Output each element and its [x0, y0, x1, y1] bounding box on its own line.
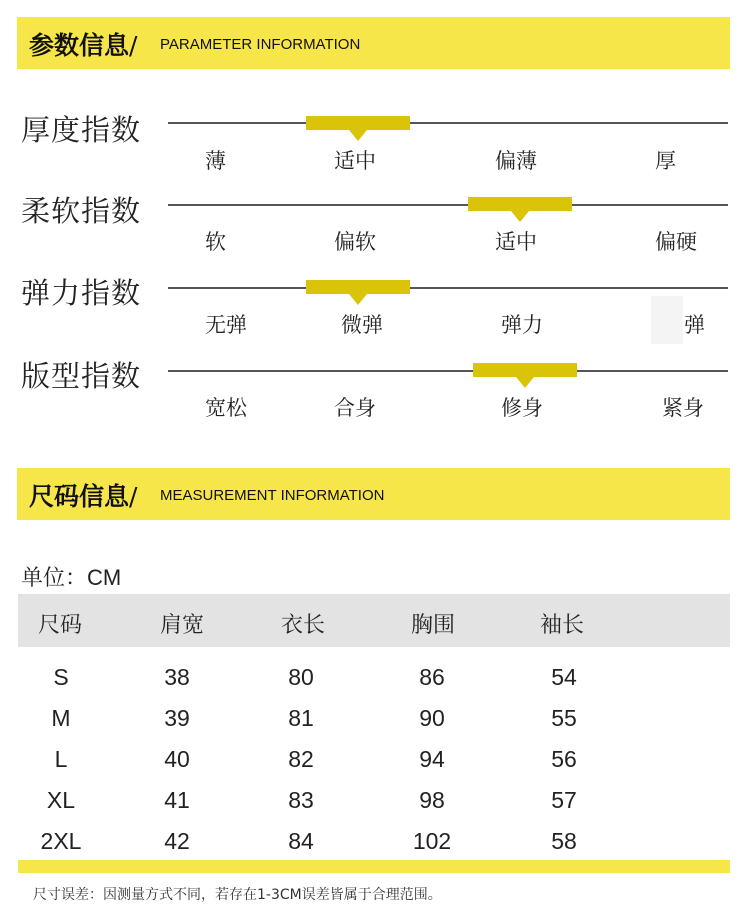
size-cell: S	[53, 664, 69, 690]
column-header: 衣长	[281, 613, 326, 638]
shoulder-cell: 38	[164, 664, 190, 690]
fit-scale-line	[168, 370, 728, 372]
thickness-option: 厚	[655, 149, 676, 173]
thickness-option: 适中	[334, 149, 376, 173]
elasticity-label: 弹力指数	[21, 276, 142, 310]
length-cell: 82	[288, 746, 314, 772]
sleeve-cell: 56	[551, 746, 577, 772]
chest-cell: 102	[412, 828, 452, 854]
elasticity-option: 弹	[684, 313, 705, 337]
shoulder-cell: 42	[164, 828, 190, 854]
size-cell: 2XL	[40, 828, 82, 854]
elasticity-scale-line	[168, 287, 728, 289]
marker-pointer	[516, 377, 534, 388]
marker-pointer	[349, 130, 367, 141]
column-header: 肩宽	[160, 613, 205, 638]
length-cell: 84	[288, 828, 314, 854]
size-cell: M	[51, 705, 71, 731]
fit-option: 紧身	[662, 396, 704, 420]
fit-option: 合身	[334, 396, 376, 420]
elasticity-option: 微弹	[341, 313, 383, 337]
shoulder-cell: 39	[164, 705, 190, 731]
softness-marker	[468, 197, 572, 211]
length-cell: 81	[288, 705, 314, 731]
measurement-note: 尺寸误差：因测量方式不同，若存在1-3CM误差皆属于合理范围。	[33, 887, 442, 903]
length-cell: 83	[288, 787, 314, 813]
softness-label: 柔软指数	[21, 194, 142, 228]
elasticity-marker	[306, 280, 410, 294]
fit-label: 版型指数	[21, 359, 142, 393]
softness-option: 偏软	[334, 230, 376, 254]
column-header: 袖长	[540, 613, 585, 638]
softness-option: 软	[205, 230, 226, 254]
table-header-row	[18, 594, 730, 647]
sleeve-cell: 55	[551, 705, 577, 731]
table-footer-bar	[18, 860, 730, 873]
fit-marker	[473, 363, 577, 377]
size-cell: XL	[46, 787, 76, 813]
measurement-banner	[17, 468, 730, 520]
parameter-subtitle: PARAMETER INFORMATION	[160, 36, 361, 53]
sleeve-cell: 58	[551, 828, 577, 854]
marker-pointer	[511, 211, 529, 222]
unit-label: 单位：CM	[21, 565, 122, 590]
parameter-banner	[17, 17, 730, 69]
softness-option: 适中	[495, 230, 537, 254]
softness-scale-line	[168, 204, 728, 206]
shoulder-cell: 40	[164, 746, 190, 772]
chest-cell: 86	[419, 664, 445, 690]
elasticity-option: 弹力	[501, 313, 543, 337]
measurement-subtitle: MEASUREMENT INFORMATION	[160, 487, 385, 504]
highlight-box	[651, 296, 683, 344]
measurement-title: 尺码信息/	[29, 482, 138, 511]
marker-pointer	[349, 294, 367, 305]
elasticity-option: 无弹	[205, 313, 247, 337]
size-cell: L	[54, 746, 68, 772]
sleeve-cell: 57	[551, 787, 577, 813]
column-header: 尺码	[38, 613, 83, 638]
fit-option: 修身	[501, 396, 543, 420]
thickness-scale-line	[168, 122, 728, 124]
length-cell: 80	[288, 664, 314, 690]
parameter-title: 参数信息/	[29, 31, 138, 60]
sleeve-cell: 54	[551, 664, 577, 690]
shoulder-cell: 41	[164, 787, 190, 813]
chest-cell: 94	[419, 746, 445, 772]
thickness-option: 偏薄	[495, 149, 537, 173]
thickness-option: 薄	[205, 149, 226, 173]
thickness-label: 厚度指数	[21, 113, 142, 147]
softness-option: 偏硬	[655, 230, 697, 254]
chest-cell: 98	[419, 787, 445, 813]
column-header: 胸围	[411, 613, 456, 638]
fit-option: 宽松	[205, 396, 247, 420]
thickness-marker	[306, 116, 410, 130]
chest-cell: 90	[419, 705, 445, 731]
